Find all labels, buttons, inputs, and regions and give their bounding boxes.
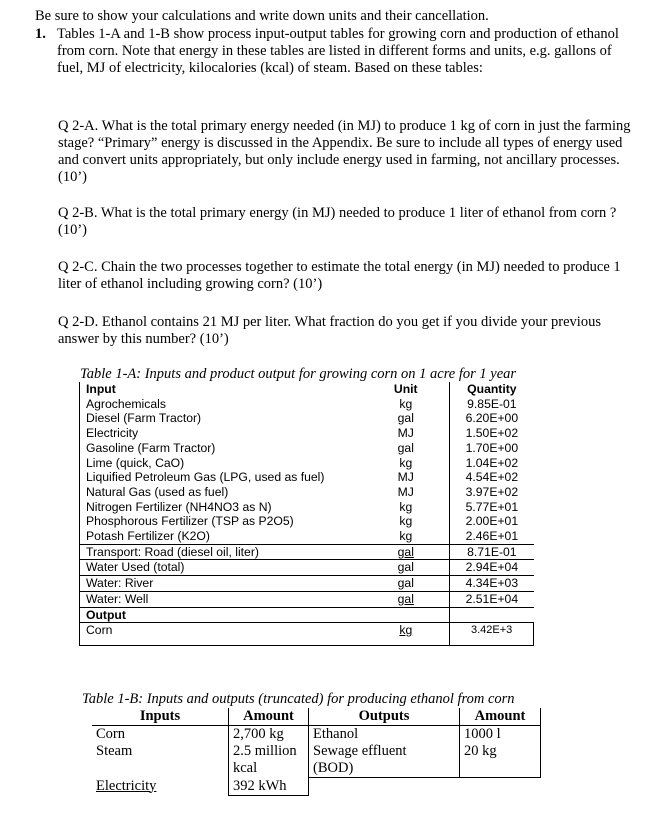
cell-amount: 20 kg bbox=[460, 743, 541, 760]
cell-amount bbox=[460, 760, 541, 778]
table-row bbox=[92, 743, 541, 760]
table-1b bbox=[92, 708, 541, 796]
cell-unit: gal bbox=[362, 544, 449, 560]
question-2d: Q 2-D. Ethanol contains 21 MJ per liter. What fraction do you get if you divide your previous answer by this number? (10’) bbox=[58, 314, 601, 347]
output-header-row bbox=[80, 607, 534, 623]
table-row bbox=[80, 426, 534, 441]
cell-unit: kg bbox=[399, 455, 413, 470]
cell-quantity: 3.97E+02 bbox=[450, 485, 534, 500]
cell-input: Liquified Petroleum Gas (LPG, used as fuel) bbox=[80, 470, 363, 485]
cell-input: Water: River bbox=[80, 576, 363, 592]
cell-input: Water Used (total) bbox=[80, 560, 363, 576]
cell-output: (BOD) bbox=[309, 760, 460, 778]
cell-unit: MJ bbox=[397, 484, 414, 499]
table-row bbox=[80, 623, 534, 646]
cell-unit: kg bbox=[399, 499, 413, 514]
table-row bbox=[80, 514, 534, 529]
cell-unit: kg bbox=[399, 514, 413, 529]
cell-output: Ethanol bbox=[309, 726, 460, 744]
question-2b: Q 2-B. What is the total primary energy (in MJ) needed to produce 1 liter of ethanol from corn ? (10’) bbox=[58, 205, 617, 238]
cell-quantity: 2.94E+04 bbox=[450, 560, 534, 576]
table-row bbox=[80, 441, 534, 456]
instructions-text: Be sure to show your calculations and write down units and their cancellation. bbox=[35, 8, 489, 24]
cell-output bbox=[309, 778, 460, 796]
cell-quantity: 1.04E+02 bbox=[450, 456, 534, 471]
cell-quantity: 3.42E+3 bbox=[450, 623, 534, 646]
cell-quantity: 8.71E-01 bbox=[450, 544, 534, 560]
table-1a bbox=[79, 382, 534, 646]
cell-input: Diesel (Farm Tractor) bbox=[80, 411, 363, 426]
cell-quantity: 5.77E+01 bbox=[450, 500, 534, 515]
cell-input: Potash Fertilizer (K2O) bbox=[80, 529, 363, 544]
cell-input: Water: Well bbox=[80, 591, 363, 607]
table-row bbox=[92, 778, 541, 796]
cell-unit: kg bbox=[399, 529, 413, 544]
cell-input: Natural Gas (used as fuel) bbox=[80, 485, 363, 500]
question-number: 1. bbox=[35, 26, 46, 42]
table-row bbox=[80, 485, 534, 500]
cell-quantity: 2.51E+04 bbox=[450, 591, 534, 607]
table-row bbox=[80, 456, 534, 471]
cell-input bbox=[92, 760, 229, 778]
cell-quantity: 1.50E+02 bbox=[450, 426, 534, 441]
cell-unit: MJ bbox=[397, 426, 414, 441]
table-row bbox=[80, 591, 534, 607]
cell-input: Gasoline (Farm Tractor) bbox=[80, 441, 363, 456]
header-amount: Amount bbox=[229, 708, 309, 726]
cell-input: Phosphorous Fertilizer (TSP as P2O5) bbox=[80, 514, 363, 529]
table-row bbox=[80, 411, 534, 426]
cell-input: Nitrogen Fertilizer (NH4NO3 as N) bbox=[80, 500, 363, 515]
table-header-row bbox=[92, 708, 541, 726]
table-row bbox=[92, 760, 541, 778]
question-1-text: Tables 1-A and 1-B show process input-output tables for growing corn and production of ethanol from corn. Note that energy in these tables are listed in different forms and units, e.g. gallons of fuel, MJ of electricity, kilocalories (kcal) of steam. Based on these tables: bbox=[57, 26, 619, 76]
cell-quantity: 9.85E-01 bbox=[450, 397, 534, 412]
table-1b-caption: Table 1-B: Inputs and outputs (truncated) for producing ethanol from corn bbox=[82, 691, 515, 707]
table-row bbox=[80, 560, 534, 576]
cell-amount: kcal bbox=[229, 760, 309, 778]
cell-quantity: 1.70E+00 bbox=[450, 441, 534, 456]
cell-quantity: 4.34E+03 bbox=[450, 576, 534, 592]
cell-input: Lime (quick, CaO) bbox=[80, 456, 363, 471]
cell-quantity: 4.54E+02 bbox=[450, 470, 534, 485]
table-row bbox=[80, 576, 534, 592]
cell-input: Corn bbox=[96, 726, 125, 742]
cell-input: Steam bbox=[96, 743, 133, 759]
cell-unit: kg bbox=[362, 623, 449, 646]
header-input: Input bbox=[80, 382, 363, 397]
header-inputs: Inputs bbox=[92, 708, 229, 726]
cell-output: Sewage effluent bbox=[309, 743, 460, 760]
table-1a-caption: Table 1-A: Inputs and product output for growing corn on 1 acre for 1 year bbox=[80, 366, 517, 382]
header-output: Output bbox=[80, 607, 363, 623]
table-row bbox=[92, 726, 541, 744]
cell-amount: 2.5 million bbox=[229, 743, 309, 760]
question-2c: Q 2-C. Chain the two processes together to estimate the total energy (in MJ) needed to produce 1 liter of ethanol including growing corn? (10’) bbox=[58, 259, 621, 292]
cell-amount: 392 kWh bbox=[229, 778, 309, 796]
cell-unit: gal bbox=[397, 440, 414, 455]
cell-input: Agrochemicals bbox=[80, 397, 363, 412]
table-row bbox=[80, 544, 534, 560]
cell-unit: MJ bbox=[397, 470, 414, 485]
cell-unit: gal bbox=[362, 560, 449, 576]
table-row bbox=[80, 500, 534, 515]
table-header-row bbox=[80, 382, 534, 397]
question-2a: Q 2-A. What is the total primary energy needed (in MJ) to produce 1 kg of corn in just the farming stage? “Primary” energy is discussed in the Appendix. Be sure to include all types of energy used and convert units appropriately, but only include energy used in farming, not ancillary processes. (10’) bbox=[58, 118, 631, 185]
table-row bbox=[80, 470, 534, 485]
cell-unit: gal bbox=[362, 591, 449, 607]
table-row bbox=[80, 529, 534, 544]
cell-amount: 1000 l bbox=[460, 726, 541, 744]
cell-input: Corn bbox=[80, 623, 363, 646]
cell-quantity: 2.00E+01 bbox=[450, 514, 534, 529]
cell-amount bbox=[460, 778, 541, 796]
cell-quantity: 2.46E+01 bbox=[450, 529, 534, 544]
cell-unit: gal bbox=[362, 576, 449, 592]
cell-amount: 2,700 kg bbox=[229, 726, 309, 744]
header-amount: Amount bbox=[460, 708, 541, 726]
cell-input: Electricity bbox=[80, 426, 363, 441]
cell-quantity: 6.20E+00 bbox=[450, 411, 534, 426]
header-outputs: Outputs bbox=[309, 708, 460, 726]
cell-unit: kg bbox=[399, 396, 413, 411]
header-quantity: Quantity bbox=[450, 382, 534, 397]
table-row bbox=[80, 397, 534, 412]
cell-unit: gal bbox=[397, 411, 414, 426]
cell-input: Transport: Road (diesel oil, liter) bbox=[80, 544, 363, 560]
header-unit: Unit bbox=[393, 382, 418, 396]
cell-input: Electricity bbox=[96, 777, 157, 794]
